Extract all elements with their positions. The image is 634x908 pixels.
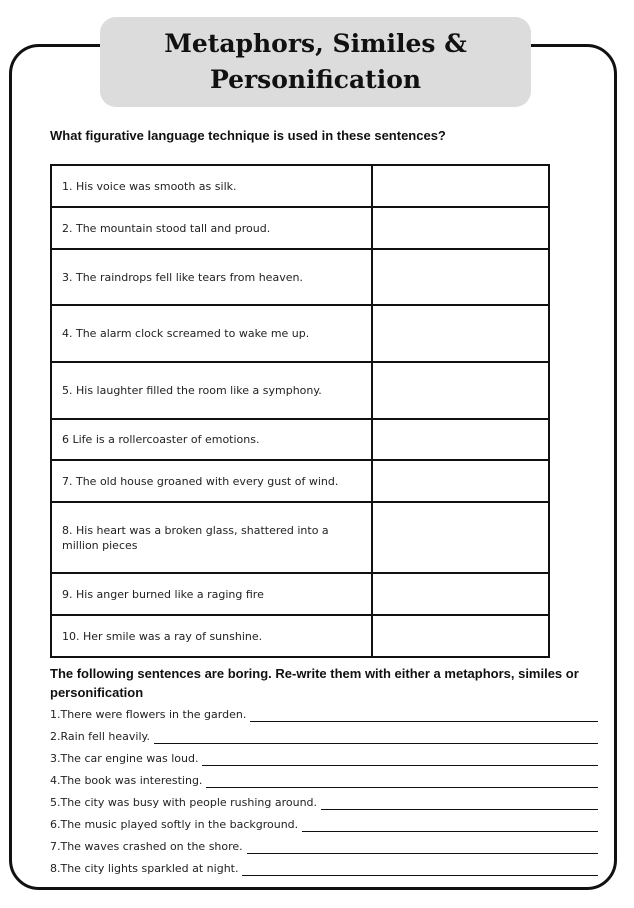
table-row bbox=[51, 573, 549, 615]
answer-cell[interactable] bbox=[372, 502, 549, 573]
table-row bbox=[51, 249, 549, 305]
table-row bbox=[51, 305, 549, 362]
sentence-text: 1.There were flowers in the garden. bbox=[50, 708, 247, 721]
sentence-cell: 9. His anger burned like a raging fire bbox=[51, 573, 372, 615]
answer-cell[interactable] bbox=[372, 573, 549, 615]
answer-cell[interactable] bbox=[372, 165, 549, 207]
title-banner bbox=[100, 17, 531, 107]
title-line-2: Personification bbox=[209, 65, 422, 94]
answer-line[interactable] bbox=[302, 831, 598, 832]
table-row bbox=[51, 165, 549, 207]
sentence-cell: 10. Her smile was a ray of sunshine. bbox=[51, 615, 372, 657]
list-item bbox=[50, 816, 610, 838]
sentence-text: 4.The book was interesting. bbox=[50, 774, 203, 787]
answer-cell[interactable] bbox=[372, 207, 549, 249]
answer-line[interactable] bbox=[206, 787, 598, 788]
list-item bbox=[50, 706, 610, 728]
sentence-text: 2.Rain fell heavily. bbox=[50, 730, 150, 743]
section2-question: The following sentences are boring. Re-write them with either a metaphors, similes or personification bbox=[50, 666, 579, 700]
answer-line[interactable] bbox=[247, 853, 598, 854]
table-row bbox=[51, 502, 549, 573]
sentence-cell: 8. His heart was a broken glass, shattered into a million pieces bbox=[51, 502, 372, 573]
title-line-1: Metaphors, Similes & bbox=[164, 29, 467, 58]
table-row bbox=[51, 362, 549, 419]
sentence-text: 6.The music played softly in the background. bbox=[50, 818, 299, 831]
answer-line[interactable] bbox=[154, 743, 598, 744]
list-item bbox=[50, 750, 610, 772]
answer-cell[interactable] bbox=[372, 419, 549, 460]
sentence-cell: 4. The alarm clock screamed to wake me up. bbox=[51, 305, 372, 362]
sentence-cell: 1. His voice was smooth as silk. bbox=[51, 165, 372, 207]
sentence-text: 5.The city was busy with people rushing around. bbox=[50, 796, 318, 809]
list-item bbox=[50, 728, 610, 750]
answer-cell[interactable] bbox=[372, 362, 549, 419]
answer-line[interactable] bbox=[321, 809, 598, 810]
sentence-cell: 3. The raindrops fell like tears from heaven. bbox=[51, 249, 372, 305]
list-item bbox=[50, 860, 610, 882]
list-item bbox=[50, 794, 610, 816]
rewrite-list bbox=[50, 706, 610, 882]
answer-cell[interactable] bbox=[372, 460, 549, 502]
list-item bbox=[50, 772, 610, 794]
sentence-text: 8.The city lights sparkled at night. bbox=[50, 862, 239, 875]
answer-cell[interactable] bbox=[372, 249, 549, 305]
sentence-text: 7.The waves crashed on the shore. bbox=[50, 840, 243, 853]
answer-table bbox=[50, 164, 550, 658]
sentence-cell: 2. The mountain stood tall and proud. bbox=[51, 207, 372, 249]
sentence-cell: 7. The old house groaned with every gust of wind. bbox=[51, 460, 372, 502]
sentence-cell: 6 Life is a rollercoaster of emotions. bbox=[51, 419, 372, 460]
table-row bbox=[51, 615, 549, 657]
answer-cell[interactable] bbox=[372, 615, 549, 657]
sentence-cell: 5. His laughter filled the room like a symphony. bbox=[51, 362, 372, 419]
table-row bbox=[51, 460, 549, 502]
list-item bbox=[50, 838, 610, 860]
sentence-text: 3.The car engine was loud. bbox=[50, 752, 199, 765]
answer-line[interactable] bbox=[242, 875, 598, 876]
answer-line[interactable] bbox=[202, 765, 598, 766]
answer-cell[interactable] bbox=[372, 305, 549, 362]
table-row bbox=[51, 207, 549, 249]
table-row bbox=[51, 419, 549, 460]
section1-question: What figurative language technique is used in these sentences? bbox=[50, 128, 446, 143]
answer-line[interactable] bbox=[250, 721, 598, 722]
